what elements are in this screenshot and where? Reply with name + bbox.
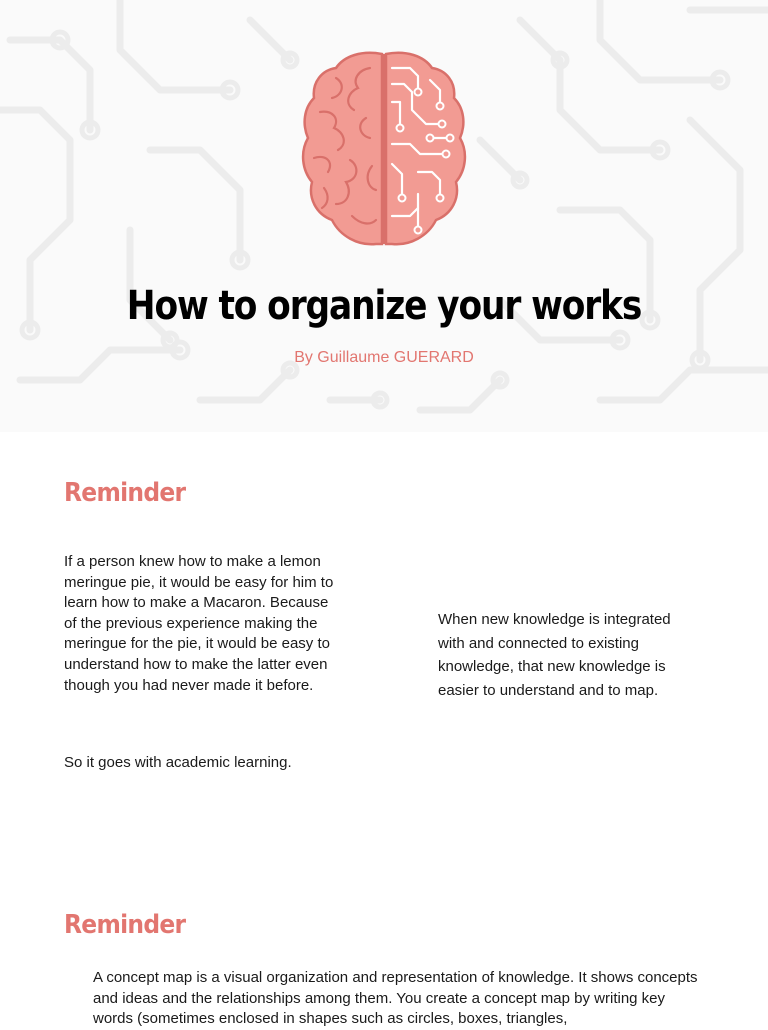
- reminder-right-paragraph: When new knowledge is integrated with and connected to existing knowledge, that new knowledge is easier to understand and to map.: [438, 611, 671, 699]
- brain-icon: [300, 48, 468, 254]
- section-heading-reminder-2: Reminder: [64, 910, 186, 940]
- cover-hero: [0, 0, 768, 432]
- reminder-left-conclusion: So it goes with academic learning.: [64, 754, 292, 771]
- section-heading-reminder-1: Reminder: [64, 478, 186, 508]
- reminder-left-paragraph: If a person knew how to make a lemon meringue pie, it would be easy for him to learn how to make a Macaron. Because of the previous experience making the meringue for the pie, it would be easy to understand how to make the latter even though you had never made it before.: [64, 553, 334, 694]
- concept-map-paragraph: A concept map is a visual organization and representation of knowledge. It shows concepts and ideas and the relationships among them. You create a concept map by writing key words (sometimes enclosed in shapes such as circles, boxes, triangles,: [93, 969, 698, 1027]
- author-byline: By Guillaume GUERARD: [294, 349, 474, 366]
- document-title: How to organize your works: [126, 283, 642, 329]
